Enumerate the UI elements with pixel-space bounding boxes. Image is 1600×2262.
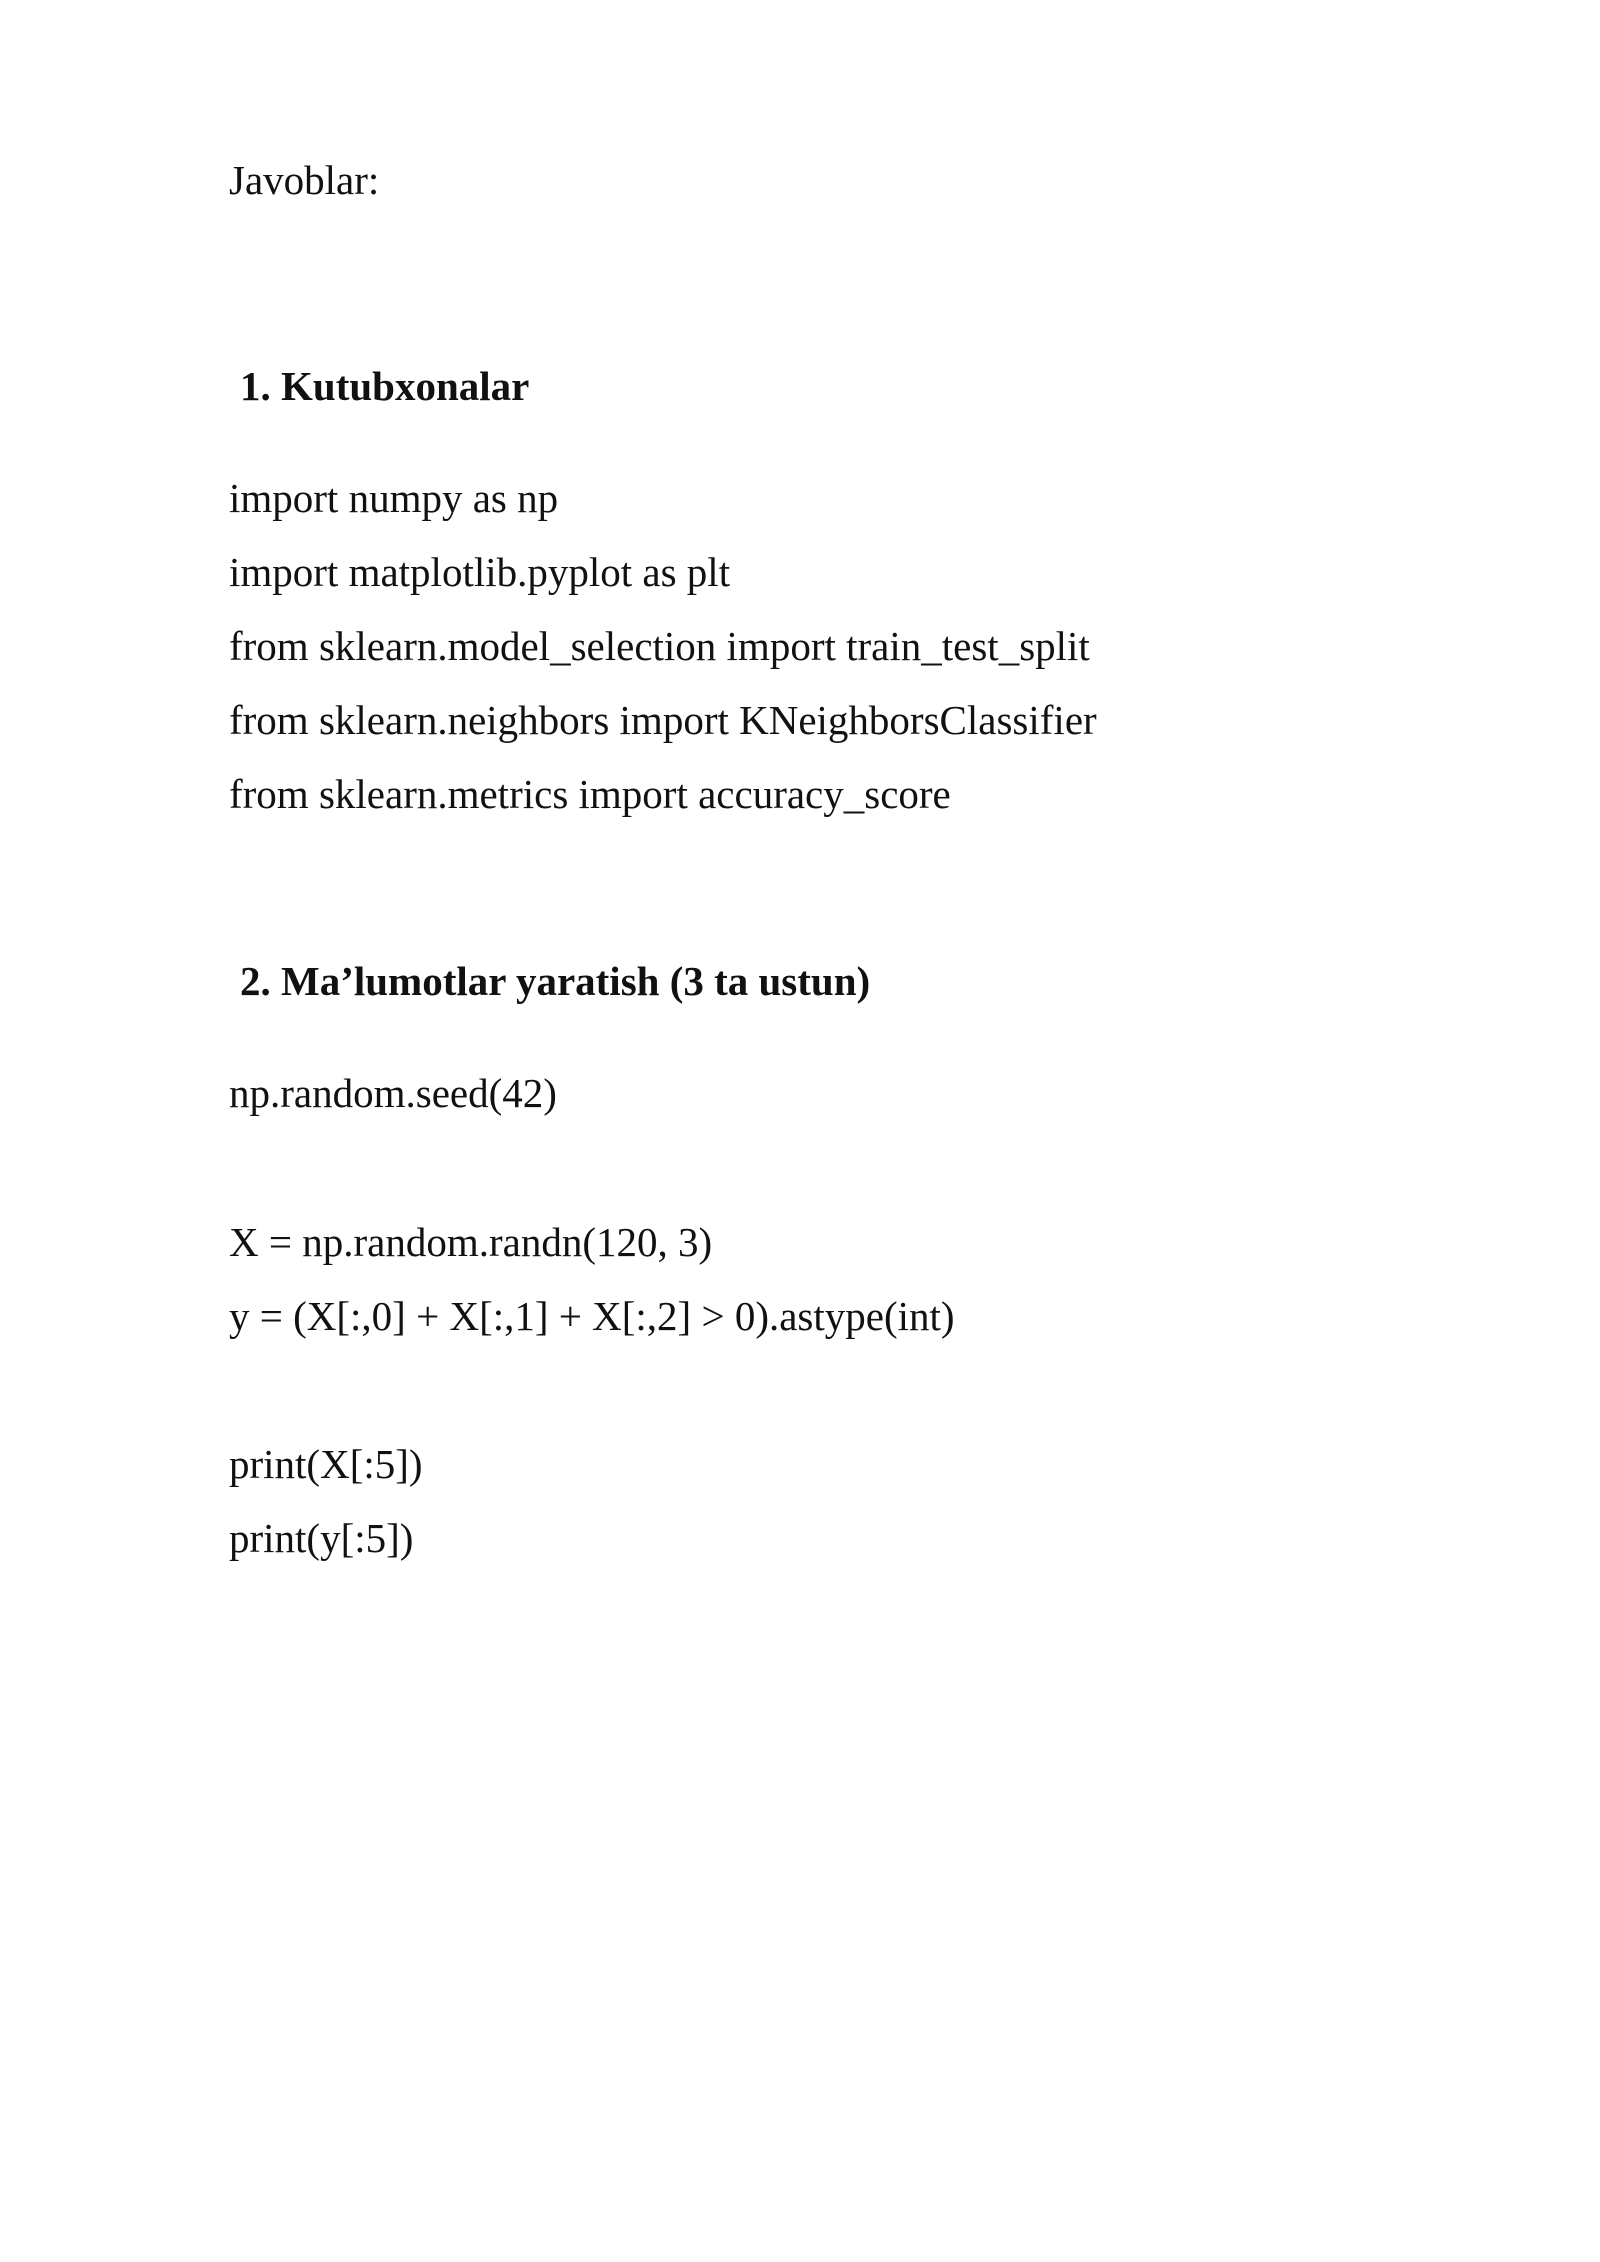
code-line: from sklearn.metrics import accuracy_score: [229, 771, 951, 817]
code-line: print(y[:5]): [229, 1515, 414, 1561]
code-line: y = (X[:,0] + X[:,1] + X[:,2] > 0).astype(int): [229, 1293, 955, 1339]
code-line: np.random.seed(42): [229, 1070, 557, 1116]
code-line: from sklearn.model_selection import train_test_split: [229, 623, 1090, 669]
section-2-heading: 2. Ma’lumotlar yaratish (3 ta ustun): [240, 958, 871, 1004]
intro-text: Javoblar:: [229, 157, 380, 203]
code-line: X = np.random.randn(120, 3): [229, 1219, 713, 1265]
code-line: import matplotlib.pyplot as plt: [229, 549, 731, 595]
code-line: import numpy as np: [229, 475, 559, 521]
section-1-heading: 1. Kutubxonalar: [240, 363, 530, 409]
code-line: from sklearn.neighbors import KNeighborsClassifier: [229, 697, 1097, 743]
code-line: print(X[:5]): [229, 1441, 423, 1487]
